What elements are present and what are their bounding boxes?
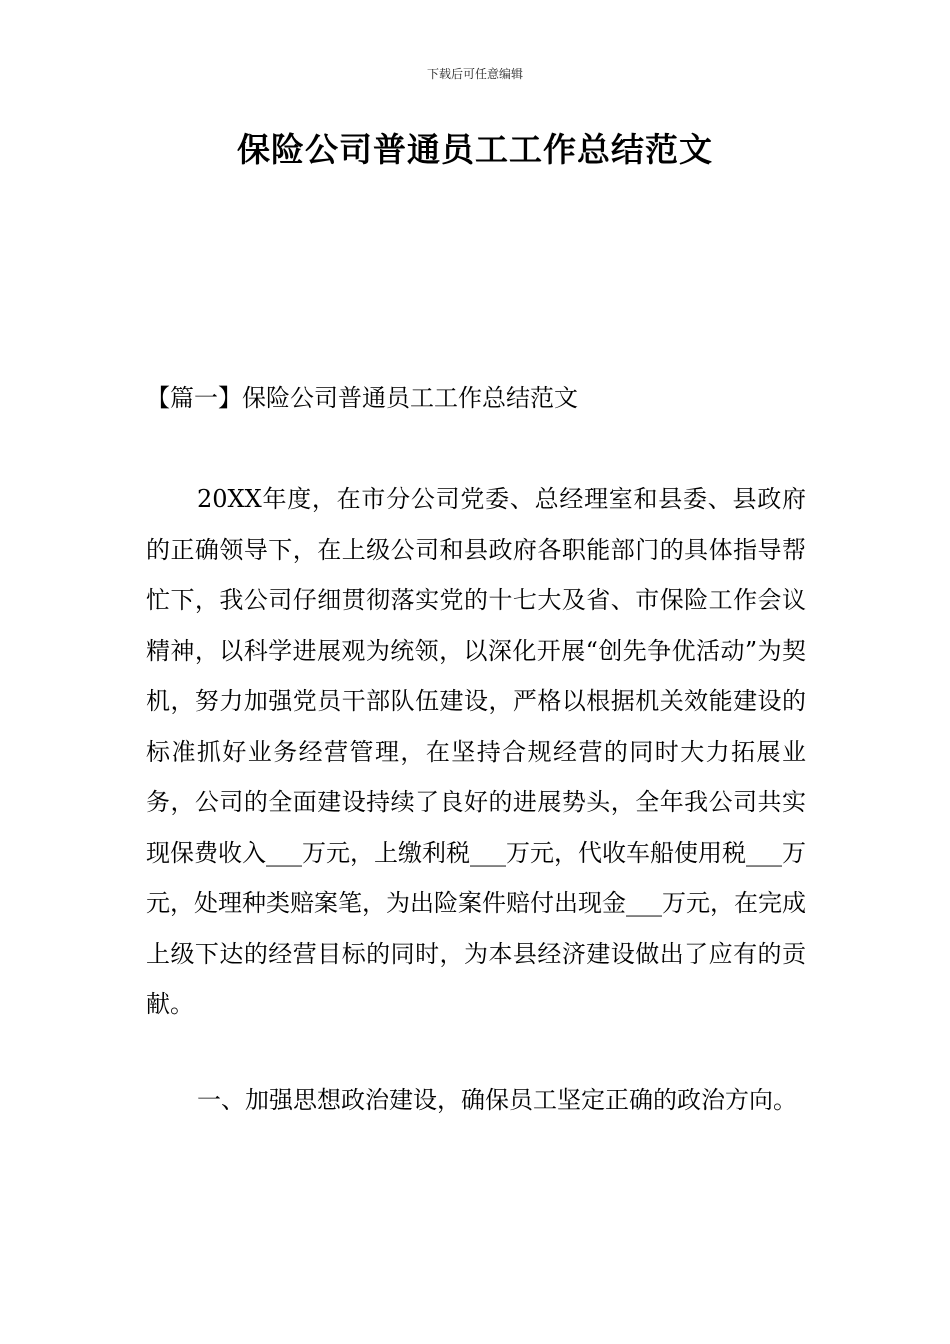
section-heading: 【篇一】保险公司普通员工工作总结范文 [146,384,578,412]
body-paragraph: 一、加强思想政治建设，确保员工坚定正确的政治方向。 [197,1086,797,1114]
header-note: 下载后可任意编辑 [426,67,523,81]
body-paragraph: 20XX年度，在市分公司党委、总经理室和县委、县政府的正确领导下，在上级公司和县政府各职能部门的具体指导帮忙下，我公司仔细贯彻落实党的十七大及省、市保险工作会议精神，以科学进展观为统领，以深化开展“创先争优活动”为契机，努力加强党员干部队伍建设，严格以根据机关效能建设的标准抓好业务经营管理，在坚持合规经营的同时大力拓展业务，公司的全面建设持续了良好的进展势头，全年我公司共实现保费收入___万元，上缴利税___万元，代收车船使用税___万元，处理种类赔案笔，为出险案件赔付出现金___万元，在完成上级下达的经营目标的同时，为本县经济建设做出了应有的贡献。 [146,485,806,1018]
document-title: 保险公司普通员工工作总结范文 [237,130,713,169]
